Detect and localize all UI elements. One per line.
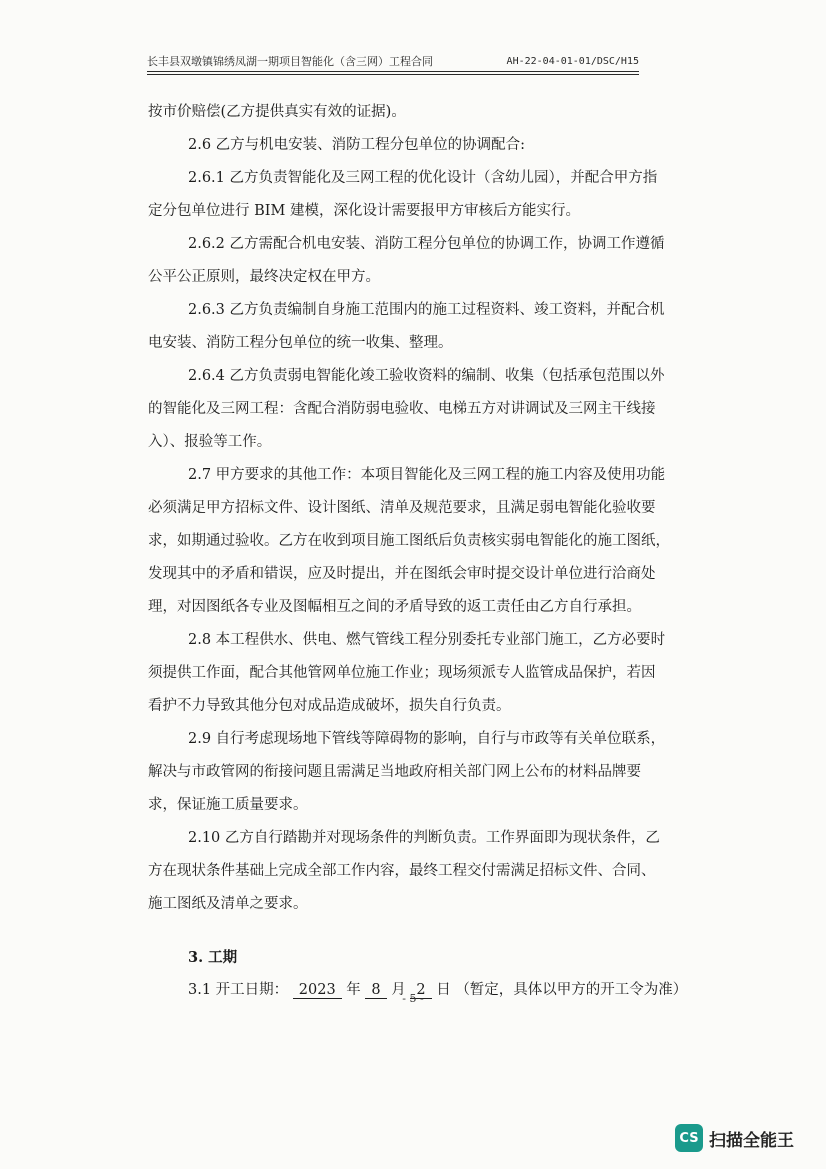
start-month: 8 xyxy=(365,982,386,999)
scanner-watermark xyxy=(675,1118,794,1158)
text-line: 按市价赔偿(乙方提供真实有效的证据)。 xyxy=(148,104,406,120)
text-line: 2.6.2 乙方需配合机电安装、消防工程分包单位的协调工作，协调工作遵循 xyxy=(188,236,665,252)
text-line: 电安装、消防工程分包单位的统一收集、整理。 xyxy=(148,335,453,351)
start-year: 2023 xyxy=(293,982,342,999)
text-line: 2.7 甲方要求的其他工作：本项目智能化及三网工程的施工内容及使用功能 xyxy=(188,467,666,483)
text-line: 2.10 乙方自行踏勘并对现场条件的判断负责。工作界面即为现状条件，乙 xyxy=(188,830,660,846)
start-date-note: （暂定，具体以甲方的开工令为准） xyxy=(455,982,688,998)
header-title: 长丰县双墩镇锦绣凤湖一期项目智能化（含三网）工程合同 xyxy=(147,55,433,68)
text-line: 定分包单位进行 BIM 建模，深化设计需要报甲方审核后方能实行。 xyxy=(148,203,580,219)
text-line: 求，如期通过验收。乙方在收到项目施工图纸后负责核实弱电智能化的施工图纸， xyxy=(148,533,670,549)
section-heading: 3. 工期 xyxy=(188,949,238,966)
text-line: 施工图纸及清单之要求。 xyxy=(148,896,308,912)
page-number: - 5 - xyxy=(402,992,424,1005)
camscanner-logo-icon: CS xyxy=(675,1124,703,1152)
month-unit: 月 xyxy=(391,982,406,998)
text-line: 2.6 乙方与机电安装、消防工程分包单位的协调配合: xyxy=(188,137,526,153)
start-day: 2 xyxy=(410,982,431,999)
text-line: 看护不力导致其他分包对成品造成破坏，损失自行负责。 xyxy=(148,698,511,714)
page-header xyxy=(147,55,639,73)
text-line: 必须满足甲方招标文件、设计图纸、清单及规范要求，且满足弱电智能化验收要 xyxy=(148,500,656,516)
header-code: AH-22-04-01-01/DSC/H15 xyxy=(506,56,639,67)
text-line: 2.6.1 乙方负责智能化及三网工程的优化设计（含幼儿园），并配合甲方指 xyxy=(188,170,658,186)
text-line: 入）、报验等工作。 xyxy=(148,434,272,450)
header-rule xyxy=(147,71,639,72)
start-date-label: 3.1 开工日期： xyxy=(188,982,289,998)
text-line: 2.9 自行考虑现场地下管线等障碍物的影响，自行与市政等有关单位联系， xyxy=(188,731,666,747)
section-gap xyxy=(148,921,668,941)
text-line: 2.6.3 乙方负责编制自身施工范围内的施工过程资料、竣工资料，并配合机 xyxy=(188,302,665,318)
text-line: 理，对因图纸各专业及图幅相互之间的矛盾导致的返工责任由乙方自行承担。 xyxy=(148,599,641,615)
text-line: 解决与市政管网的衔接问题且需满足当地政府相关部门网上公布的材料品牌要 xyxy=(148,764,641,780)
text-line: 求，保证施工质量要求。 xyxy=(148,797,308,813)
text-line: 2.8 本工程供水、供电、燃气管线工程分别委托专业部门施工，乙方必要时 xyxy=(188,632,666,648)
text-line: 发现其中的矛盾和错误，应及时提出，并在图纸会审时提交设计单位进行洽商处 xyxy=(148,566,656,582)
day-unit: 日 xyxy=(436,982,451,998)
text-line: 2.6.4 乙方负责弱电智能化竣工验收资料的编制、收集（包括承包范围以外 xyxy=(188,368,665,384)
watermark-text: 扫描全能王 xyxy=(709,1130,794,1151)
header-rule-thin xyxy=(147,74,639,75)
document-body xyxy=(148,96,688,1007)
text-line: 方在现状条件基础上完成全部工作内容，最终工程交付需满足招标文件、合同、 xyxy=(148,863,656,879)
text-line: 的智能化及三网工程：含配合消防弱电验收、电梯五方对讲调试及三网主干线接 xyxy=(148,401,656,417)
text-line: 须提供工作面，配合其他管网单位施工作业；现场须派专人监管成品保护，若因 xyxy=(148,665,656,681)
year-unit: 年 xyxy=(346,982,361,998)
text-line: 公平公正原则，最终决定权在甲方。 xyxy=(148,269,380,285)
